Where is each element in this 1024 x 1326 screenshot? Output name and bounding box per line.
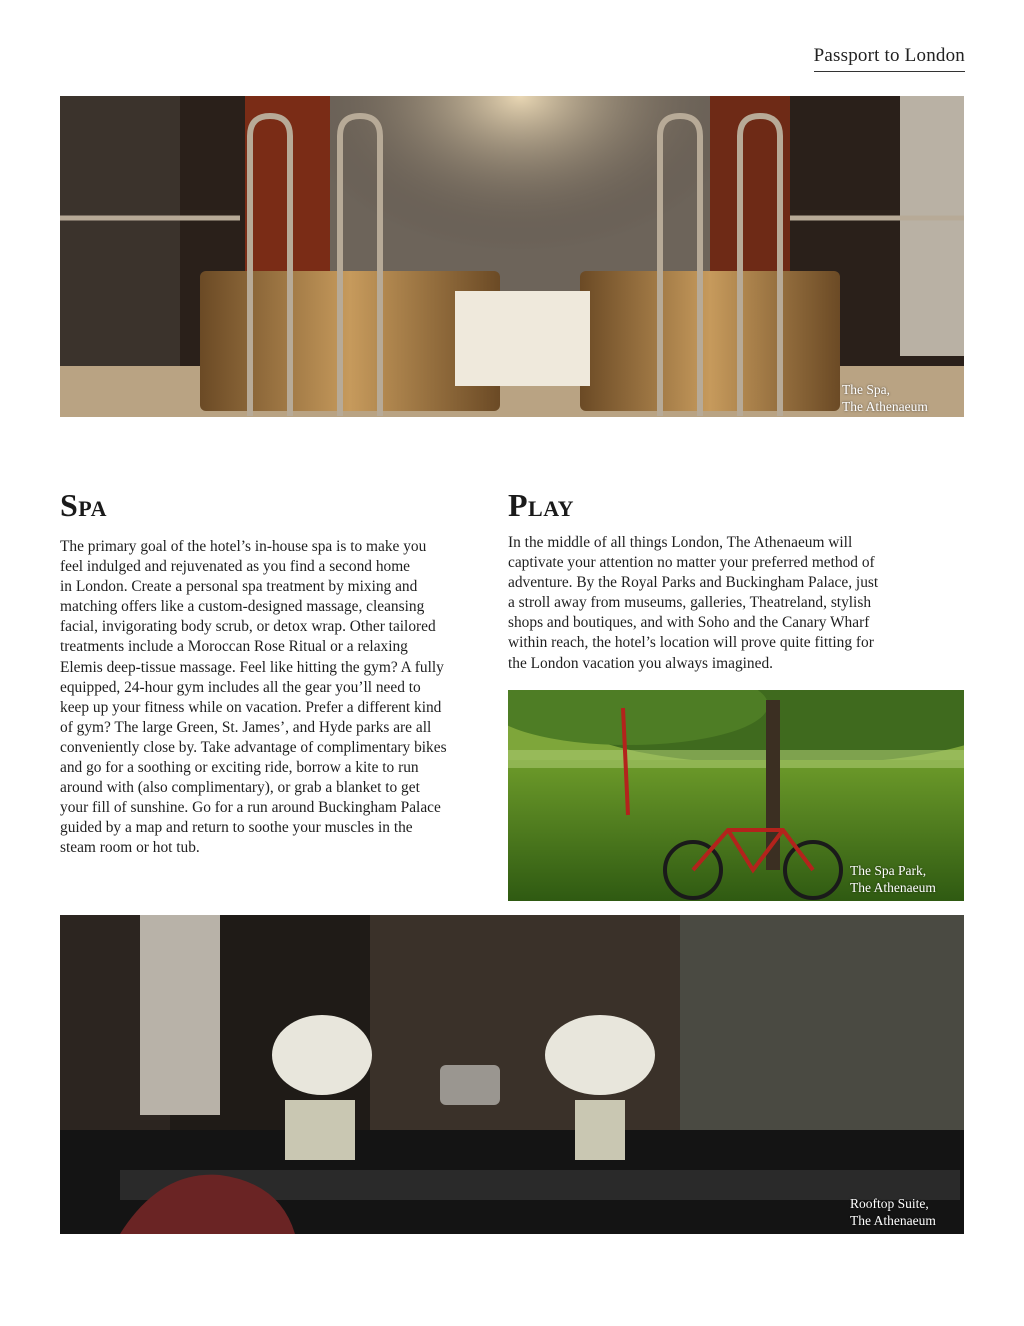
body-line: conveniently close by. Take advantage of complimentary bikes: [60, 738, 447, 756]
body-line: adventure. By the Royal Parks and Buckingham Palace, just: [508, 574, 879, 592]
body-line: within reach, the hotel’s location will prove quite fitting for: [508, 634, 874, 652]
body-line: matching offers like a custom-designed massage, cleansing: [60, 598, 425, 616]
caption-line: The Athenaeum: [842, 399, 928, 414]
body-line: the London vacation you always imagined.: [508, 654, 773, 672]
park-photo: [508, 690, 964, 901]
body-line: keep up your fitness while on vacation. Prefer a different kind: [60, 698, 442, 716]
body-line: around with (also complimentary), or grab a blanket to get: [60, 779, 420, 797]
body-line: shops and boutiques, and with Soho and the Canary Wharf: [508, 614, 870, 632]
body-line: and go for a soothing or exciting ride, borrow a kite to run: [60, 759, 419, 777]
body-line: The primary goal of the hotel’s in-house spa is to make you: [60, 538, 427, 555]
spa-photo: [60, 96, 964, 417]
body-line: guided by a map and return to soothe your muscles in the: [60, 819, 413, 837]
play-body: [508, 533, 928, 674]
spa-photo-caption: [842, 381, 928, 415]
body-line: steam room or hot tub.: [60, 839, 200, 857]
body-line: of gym? The large Green, St. James’, and Hyde parks are all: [60, 718, 432, 736]
suite-photo-caption: [850, 1195, 936, 1229]
header-title: Passport to London: [814, 45, 965, 72]
caption-line: The Spa,: [842, 382, 890, 397]
body-line: treatments include a Moroccan Rose Ritual or a relaxing: [60, 638, 408, 656]
body-line: in London. Create a personal spa treatment by mixing and: [60, 578, 418, 596]
body-line: feel indulged and rejuvenated as you find a second home: [60, 558, 411, 576]
play-heading: Play: [508, 487, 574, 523]
body-line: facial, invigorating body scrub, or detox wrap. Other tailored: [60, 618, 436, 636]
suite-photo: [60, 915, 964, 1234]
body-line: equipped, 24-hour gym includes all the gear you’ll need to: [60, 678, 421, 696]
body-line: captivate your attention no matter your preferred method of: [508, 554, 875, 572]
body-line: In the middle of all things London, The Athenaeum will: [508, 534, 853, 551]
spa-body: [60, 537, 480, 859]
body-line: Elemis deep-tissue massage. Feel like hitting the gym? A fully: [60, 658, 444, 676]
caption-line: Rooftop Suite,: [850, 1196, 929, 1211]
spa-heading: Spa: [60, 487, 107, 523]
body-line: your fill of sunshine. Go for a run around Buckingham Palace: [60, 799, 441, 817]
park-photo-caption: [850, 862, 936, 896]
caption-line: The Athenaeum: [850, 880, 936, 895]
caption-line: The Athenaeum: [850, 1213, 936, 1228]
caption-line: The Spa Park,: [850, 863, 927, 878]
body-line: a stroll away from museums, galleries, Theatreland, stylish: [508, 594, 872, 612]
